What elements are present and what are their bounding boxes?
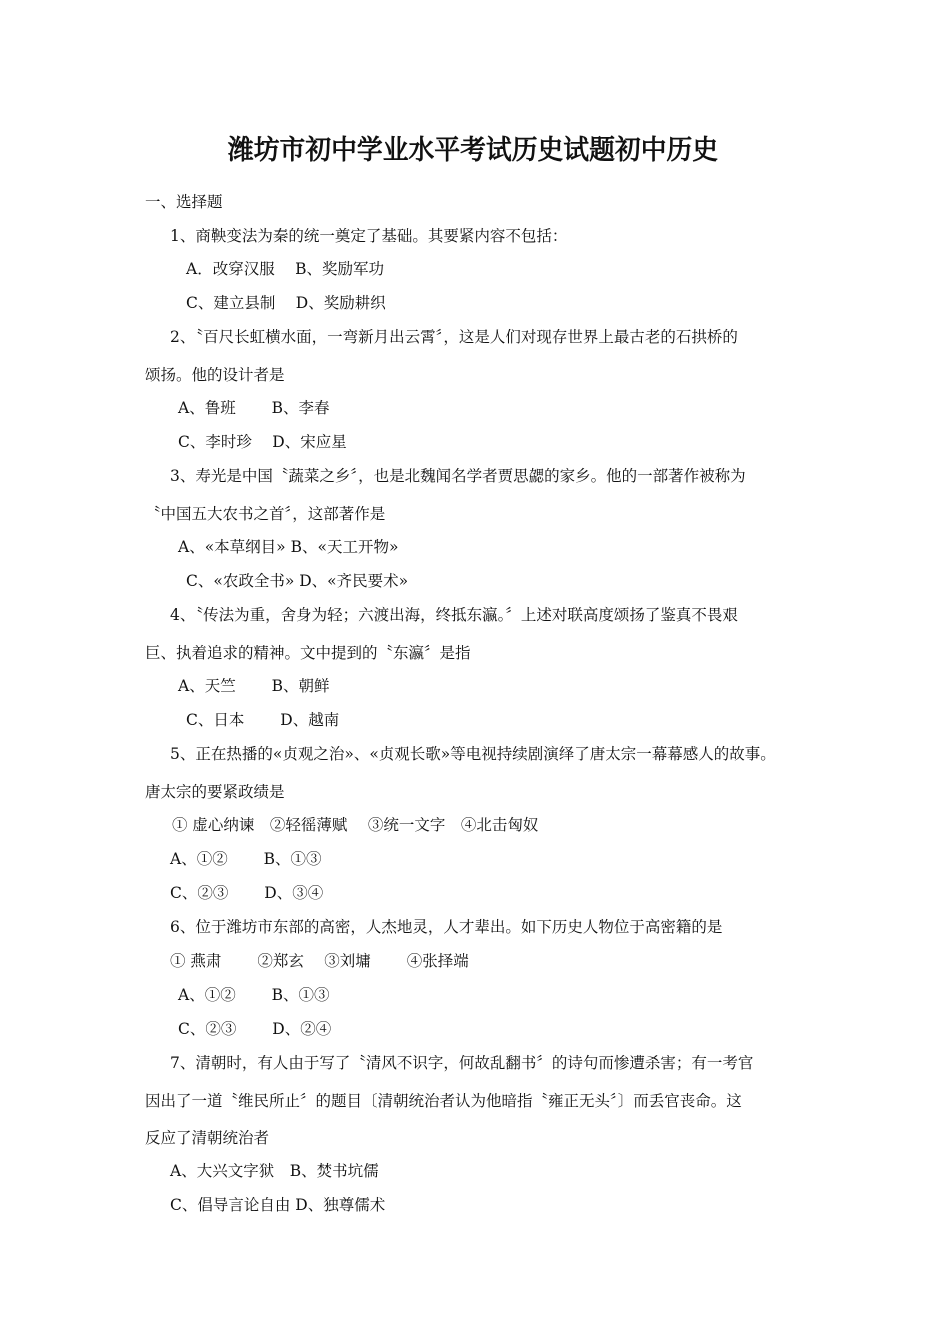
q1-options-cd: C、建立县制 D、奖励耕织 bbox=[186, 294, 386, 312]
q1-options-ab: A．改穿汉服 B、奖励军功 bbox=[186, 260, 385, 278]
q7-options-cd: C、倡导言论自由 D、独尊儒术 bbox=[170, 1196, 386, 1214]
q1-stem: 1、商鞅变法为秦的统一奠定了基础。其要紧内容不包括： bbox=[170, 227, 568, 245]
q2-options-ab: A、鲁班 B、李春 bbox=[178, 399, 330, 417]
q6-options-cd: C、②③ D、②④ bbox=[178, 1020, 332, 1038]
q7-stem-line1: 7、清朝时，有人由于写了〝清风不识字，何故乱翻书〞的诗句而惨遭杀害；有一考官 bbox=[170, 1054, 754, 1072]
q3-options-ab: A、«本草纲目» B、«天工开物» bbox=[178, 538, 399, 556]
q3-stem-line1: 3、寿光是中国〝蔬菜之乡〞，也是北魏闻名学者贾思勰的家乡。他的一部著作被称为 bbox=[170, 467, 746, 485]
section-heading: 一、选择题 bbox=[145, 193, 223, 211]
q4-options-cd: C、日本 D、越南 bbox=[186, 711, 340, 729]
q4-stem-line2: 巨、执着追求的精神。文中提到的〝东瀛〞是指 bbox=[145, 644, 471, 662]
q3-stem-line2: 〝中国五大农书之首〞，这部著作是 bbox=[145, 505, 386, 523]
q5-stem-line1: 5、正在热播的«贞观之治»、«贞观长歌»等电视持续剧演绎了唐太宗一幕幕感人的故事。 bbox=[170, 745, 776, 763]
q5-options-cd: C、②③ D、③④ bbox=[170, 884, 324, 902]
q2-stem-line2: 颂扬。他的设计者是 bbox=[145, 366, 285, 384]
q2-options-cd: C、李时珍 D、宋应星 bbox=[178, 433, 347, 451]
q5-stem-line2: 唐太宗的要紧政绩是 bbox=[145, 783, 285, 801]
q5-options-ab: A、①② B、①③ bbox=[170, 850, 322, 868]
q2-stem-line1: 2、〝百尺长虹横水面，一弯新月出云霄〞，这是人们对现存世界上最古老的石拱桥的 bbox=[170, 328, 738, 346]
q6-items: ① 燕肃 ②郑玄 ③刘墉 ④张择端 bbox=[170, 952, 469, 970]
q4-stem-line1: 4、〝传法为重，舍身为轻；六渡出海，终抵东瀛。〞上述对联高度颂扬了鉴真不畏艰 bbox=[170, 606, 738, 624]
q7-stem-line3: 反应了清朝统治者 bbox=[145, 1129, 270, 1147]
q6-options-ab: A、①② B、①③ bbox=[178, 986, 330, 1004]
q7-stem-line2: 因出了一道〝维民所止〞的题目〔清朝统治者认为他暗指〝雍正无头〞〕而丢官丧命。这 bbox=[145, 1092, 742, 1110]
q3-options-cd: C、«农政全书» D、«齐民要术» bbox=[186, 572, 409, 590]
q7-options-ab: A、大兴文字狱 B、焚书坑儒 bbox=[170, 1162, 379, 1180]
q4-options-ab: A、天竺 B、朝鲜 bbox=[178, 677, 330, 695]
document-title: 潍坊市初中学业水平考试历史试题初中历史 bbox=[227, 135, 719, 166]
q6-stem: 6、位于潍坊市东部的高密，人杰地灵，人才辈出。如下历史人物位于高密籍的是 bbox=[170, 918, 723, 936]
q5-items: ① 虚心纳谏 ②轻徭薄赋 ③统一文字 ④北击匈奴 bbox=[172, 816, 539, 834]
